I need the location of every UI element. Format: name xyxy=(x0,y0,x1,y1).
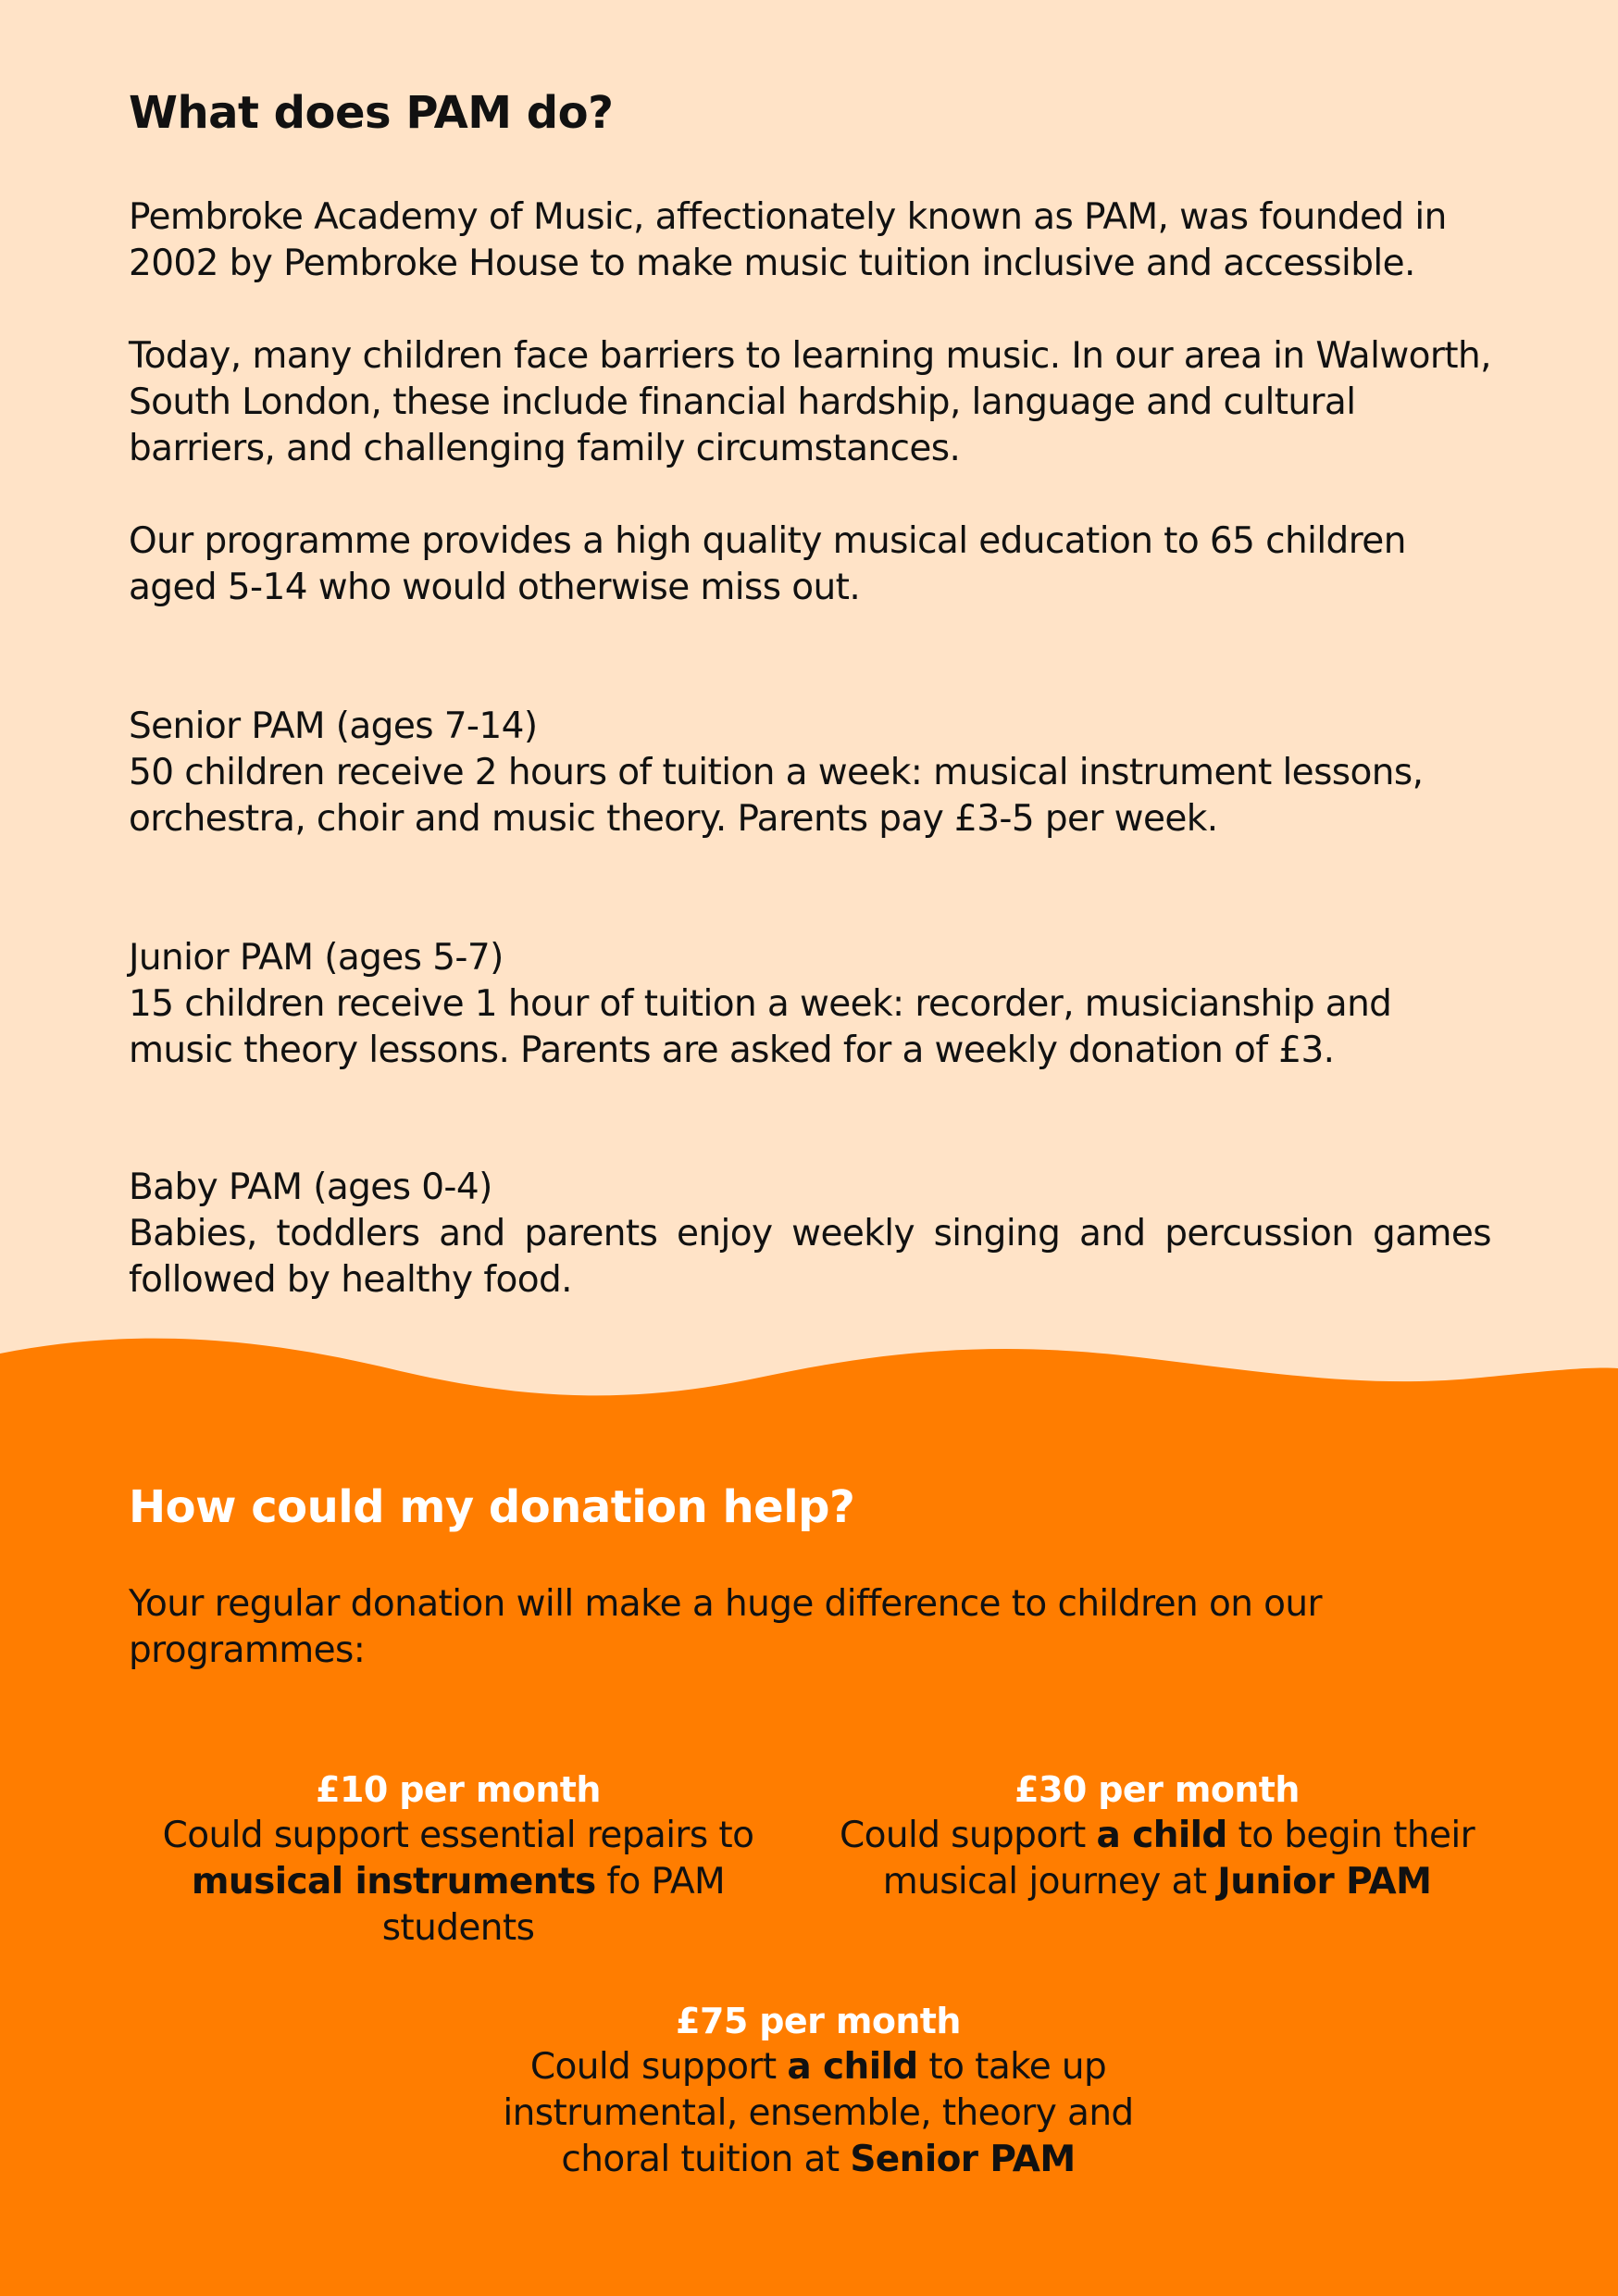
donation-option-30 xyxy=(833,1766,1481,1905)
intro-paragraph-2 xyxy=(129,333,1491,472)
donation-section xyxy=(129,1481,1491,1535)
paragraph-barriers: Today, many children face barriers to learning music. In our area in Walworth, South London, these include financial hardship, language and cultural barriers, and challenging family circumstances. xyxy=(129,335,1491,469)
donation-description: Could support a child to take up instrumental, ensemble, theory and choral tuition at Senior PAM xyxy=(503,2046,1134,2180)
intro-paragraph-3 xyxy=(129,518,1491,611)
programme-description: Babies, toddlers and parents enjoy weekly singing and percussion games followed by healthy food. xyxy=(129,1213,1491,1301)
intro-paragraph-1 xyxy=(129,194,1491,287)
donation-amount: £10 per month xyxy=(316,1769,601,1810)
section-heading-donation: How could my donation help? xyxy=(129,1481,855,1533)
programme-description: 50 children receive 2 hours of tuition a week: musical instrument lessons, orchestra, choir and music theory. Parents pay £3-5 per week. xyxy=(129,752,1424,840)
section-heading-what: What does PAM do? xyxy=(129,87,614,139)
what-section xyxy=(129,87,1491,141)
programme-description: 15 children receive 1 hour of tuition a week: recorder, musicianship and music theory lessons. Parents are asked for a weekly donation of £3. xyxy=(129,983,1392,1071)
paragraph-programme: Our programme provides a high quality musical education to 65 children aged 5-14 who would otherwise miss out. xyxy=(129,520,1406,608)
paragraph-founding: Pembroke Academy of Music, affectionately known as PAM, was founded in 2002 by Pembroke House to make music tuition inclusive and accessible. xyxy=(129,196,1447,284)
programme-junior xyxy=(129,935,1491,1074)
donation-intro xyxy=(129,1581,1491,1674)
programme-title: Baby PAM (ages 0-4) xyxy=(129,1167,492,1208)
programme-baby xyxy=(129,1165,1491,1304)
donation-intro-text: Your regular donation will make a huge difference to children on our programmes: xyxy=(129,1583,1322,1671)
programme-title: Junior PAM (ages 5-7) xyxy=(129,937,504,979)
donation-description: Could support essential repairs to musical instruments fo PAM students xyxy=(162,1815,754,1949)
programme-title: Senior PAM (ages 7-14) xyxy=(129,705,538,747)
donation-option-10 xyxy=(157,1766,759,1952)
donation-amount: £30 per month xyxy=(1014,1769,1300,1810)
programme-senior xyxy=(129,704,1491,842)
donation-amount: £75 per month xyxy=(676,2001,961,2041)
donation-description: Could support a child to begin their musical journey at Junior PAM xyxy=(839,1815,1475,1903)
donation-option-75 xyxy=(494,1998,1142,2183)
